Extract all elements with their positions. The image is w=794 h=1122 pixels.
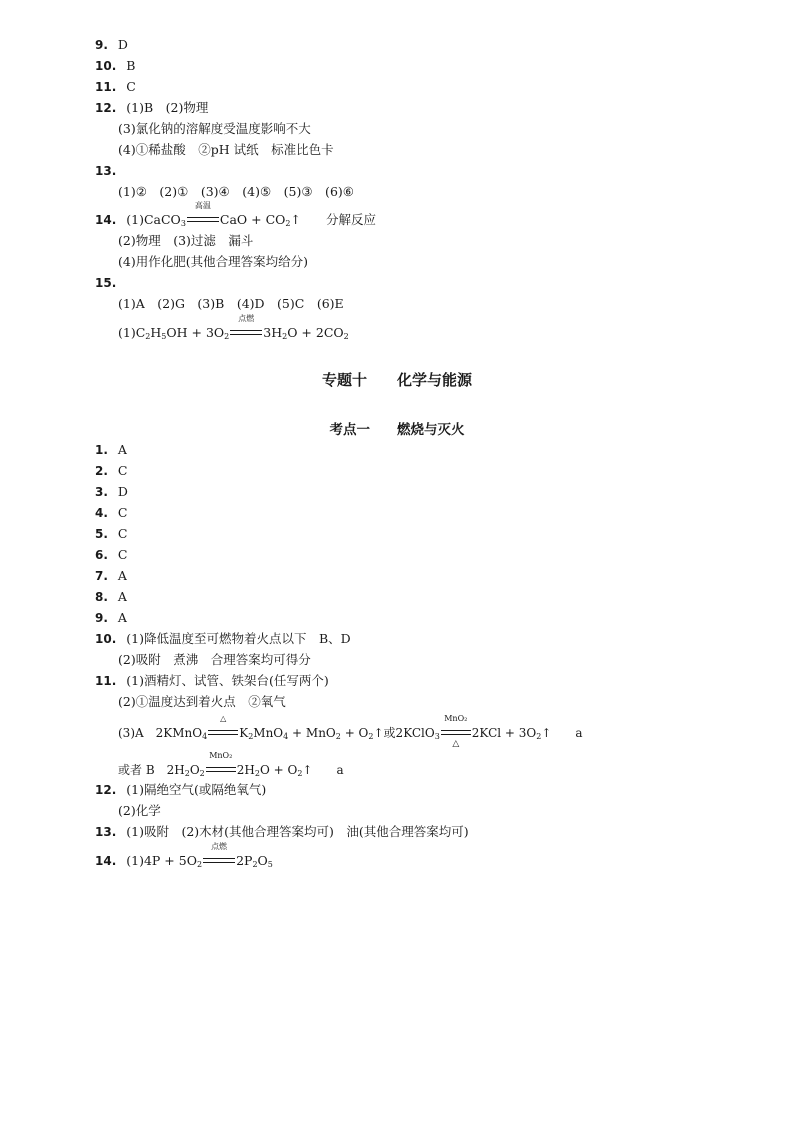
condition-label: 点燃	[238, 314, 255, 323]
answer-line-12b	[95, 782, 266, 798]
question-number: 13.	[95, 825, 117, 839]
subscript: 2	[145, 332, 151, 341]
reaction-condition	[203, 842, 235, 869]
answer-line-14	[95, 201, 376, 228]
equation-text: ↑ 分解反应	[290, 212, 376, 227]
answer-line-12b-2: (2)化学	[118, 803, 161, 818]
equals-sign	[206, 767, 236, 772]
condition-label: △	[220, 714, 227, 723]
answer-line-5	[95, 526, 128, 542]
subscript: 2	[343, 332, 349, 341]
subscript: 5	[267, 860, 273, 869]
subscript: 5	[161, 332, 167, 341]
answer-line-11b-3	[118, 714, 583, 749]
question-number: 13.	[95, 164, 117, 178]
answer-text: C	[117, 463, 128, 478]
question-number: 14.	[95, 854, 117, 868]
equation-text: ↑ a	[302, 763, 344, 777]
question-number: 9.	[95, 611, 108, 625]
equals-sign	[187, 217, 219, 222]
equation-text: K	[239, 726, 249, 740]
reaction-condition	[206, 751, 236, 778]
subscript: 2	[368, 732, 374, 741]
answer-line-13b	[95, 824, 469, 840]
answer-line-13-parts: (1)② (2)① (3)④ (4)⑤ (5)③ (6)⑥	[118, 184, 354, 199]
question-number: 11.	[95, 80, 117, 94]
answer-text: (1)吸附 (2)木材(其他合理答案均可) 油(其他合理答案均可)	[126, 824, 469, 839]
answer-line-11b-2: (2)①温度达到着火点 ②氧气	[118, 694, 286, 709]
subscript: 4	[202, 732, 208, 741]
subscript: 3	[434, 732, 440, 741]
condition-label: △	[452, 739, 460, 749]
answer-text: C	[117, 505, 128, 520]
answer-line-15-parts: (1)A (2)G (3)B (4)D (5)C (6)E	[118, 296, 344, 311]
answer-line-3	[95, 484, 128, 500]
equals-sign	[230, 330, 262, 335]
condition-label: 点燃	[211, 842, 228, 851]
answer-line-11b-4	[118, 751, 344, 778]
answer-line-10	[95, 58, 135, 74]
subscript: 2	[248, 732, 254, 741]
answer-line-15	[95, 275, 116, 291]
answer-line-1	[95, 442, 127, 458]
answer-line-10b-2: (2)吸附 煮沸 合理答案均可得分	[118, 652, 311, 667]
equation-text: OH + 3O	[166, 325, 225, 340]
question-number: 2.	[95, 464, 108, 478]
equation-text: O + O	[259, 763, 298, 777]
answer-text: A	[117, 442, 127, 457]
subscript: 2	[282, 332, 288, 341]
answer-line-2	[95, 463, 128, 479]
answer-text: A	[117, 610, 127, 625]
section-heading: 考点一 燃烧与灭火	[329, 422, 465, 438]
answer-line-9b	[95, 610, 127, 626]
question-number: 10.	[95, 59, 117, 73]
answer-line-6	[95, 547, 128, 563]
subscript: 2	[297, 769, 303, 778]
subscript: 2	[224, 332, 230, 341]
equation-text: (1)CaCO	[126, 212, 181, 227]
subscript: 2	[536, 732, 542, 741]
question-number: 4.	[95, 506, 108, 520]
subscript: 2	[285, 219, 291, 228]
equation-text: (3)A 2KMnO	[118, 726, 203, 740]
answer-line-9	[95, 37, 128, 53]
equation-text: 2KCl + 3O	[471, 726, 537, 740]
equation-text: MnO	[253, 726, 284, 740]
question-number: 3.	[95, 485, 108, 499]
topic-heading: 专题十 化学与能源	[321, 371, 472, 389]
equation-text: H	[150, 325, 162, 340]
question-number: 9.	[95, 38, 108, 52]
equals-sign	[203, 858, 235, 863]
answer-text: B	[126, 58, 136, 73]
equation-text: O + 2CO	[287, 325, 344, 340]
reaction-condition	[208, 714, 238, 741]
question-number: 15.	[95, 276, 117, 290]
equation-text: O	[189, 763, 200, 777]
reaction-condition	[187, 201, 219, 228]
question-number: 8.	[95, 590, 108, 604]
answer-text: (1)降低温度至可燃物着火点以下 B、D	[126, 631, 351, 646]
answer-text: A	[117, 568, 127, 583]
subscript: 2	[254, 769, 260, 778]
subscript: 2	[199, 769, 205, 778]
question-number: 11.	[95, 674, 117, 688]
subscript: 2	[184, 769, 190, 778]
answer-line-10b	[95, 631, 351, 647]
equation-text: ↑ a	[541, 726, 583, 740]
question-number: 12.	[95, 783, 117, 797]
answer-line-13	[95, 163, 116, 179]
equation-text: 2H	[236, 763, 255, 777]
answer-text: (1)酒精灯、试管、铁架台(任写两个)	[126, 673, 329, 688]
answer-text: (1)B (2)物理	[126, 100, 209, 115]
equation-text: + O	[340, 726, 369, 740]
equation-text: 3H	[263, 325, 283, 340]
answer-line-4	[95, 505, 128, 521]
question-number: 14.	[95, 213, 117, 227]
subscript: 2	[196, 860, 203, 869]
answer-line-14b	[95, 842, 273, 869]
answer-line-14-4: (4)用作化肥(其他合理答案均给分)	[118, 254, 308, 269]
question-number: 6.	[95, 548, 108, 562]
answer-line-15-equation	[118, 314, 349, 341]
reaction-condition	[230, 314, 262, 341]
answer-text: C	[126, 79, 136, 94]
answer-text: C	[117, 526, 128, 541]
reaction-condition	[441, 714, 471, 749]
condition-label: MnO₂	[444, 714, 468, 723]
question-number: 1.	[95, 443, 108, 457]
question-number: 10.	[95, 632, 117, 646]
subscript: 2	[335, 732, 341, 741]
answer-text: A	[117, 589, 127, 604]
answer-text: C	[117, 547, 128, 562]
answer-text: (1)隔绝空气(或隔绝氧气)	[126, 782, 267, 797]
answer-line-12-3: (3)氯化钠的溶解度受温度影响不大	[118, 121, 311, 136]
answer-line-11	[95, 79, 136, 95]
equation-text: ↑或2KClO	[373, 726, 435, 740]
equals-sign	[441, 730, 471, 735]
subscript: 2	[252, 860, 258, 869]
equation-text: O	[257, 853, 268, 868]
equation-text: CaO + CO	[219, 212, 286, 227]
answer-line-14-2: (2)物理 (3)过滤 漏斗	[118, 233, 254, 248]
answer-line-11b	[95, 673, 329, 689]
question-number: 5.	[95, 527, 108, 541]
equation-text: + MnO	[288, 726, 336, 740]
answer-line-12-4: (4)①稀盐酸 ②pH 试纸 标准比色卡	[118, 142, 334, 157]
subscript: 4	[283, 732, 289, 741]
subscript: 3	[180, 219, 186, 228]
answer-line-8	[95, 589, 127, 605]
equals-sign	[208, 730, 238, 735]
question-number: 12.	[95, 101, 117, 115]
condition-label: MnO₂	[209, 751, 233, 760]
answer-text: D	[117, 484, 128, 499]
equation-text: 或者 B 2H	[118, 763, 185, 777]
equation-text: (1)C	[118, 325, 146, 340]
question-number: 7.	[95, 569, 108, 583]
condition-label: 高温	[194, 201, 211, 210]
answer-line-12	[95, 100, 208, 116]
answer-line-7	[95, 568, 127, 584]
answer-text: D	[117, 37, 128, 52]
equation-text: (1)4P + 5O	[126, 853, 197, 868]
equation-text: 2P	[236, 853, 253, 868]
